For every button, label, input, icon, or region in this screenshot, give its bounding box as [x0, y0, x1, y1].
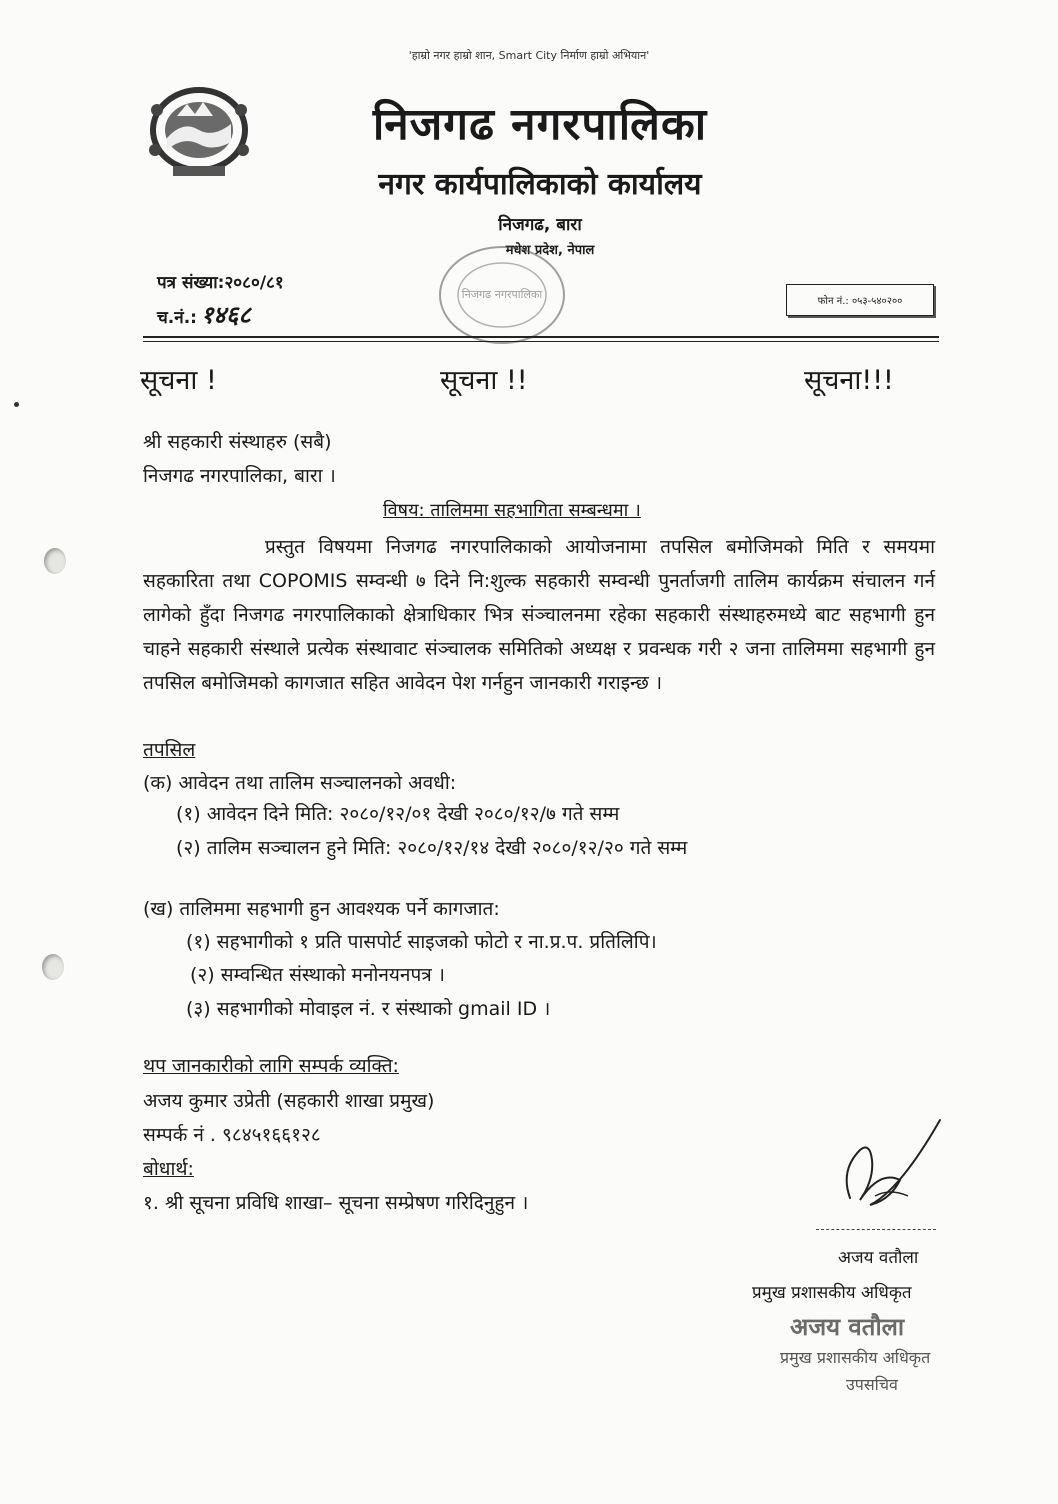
tapsil-heading: तपसिल: [143, 739, 196, 761]
recipient-line-1: श्री सहकारी संस्थाहरु (सबै): [143, 431, 332, 453]
contact-name: अजय कुमार उप्रेती (सहकारी शाखा प्रमुख): [143, 1090, 435, 1112]
section-kha-label: (ख) तालिममा सहभागी हुन आवश्यक पर्ने कागजात:: [143, 898, 500, 920]
government-emblem-icon: [143, 80, 255, 180]
notice-3: सूचना!!!: [804, 365, 894, 396]
cc-item: १. श्री सूचना प्रविधि शाखा– सूचना सम्प्रेषण गरिदिनुहुन ।: [143, 1192, 529, 1214]
header-rule-thin: [143, 341, 939, 342]
section-ka-label: (क) आवेदन तथा तालिम सञ्चालनको अवधी:: [143, 772, 457, 794]
header-rule: [143, 336, 939, 338]
reference-label: पत्र संख्या:: [157, 273, 225, 293]
signatory-name: अजय वतौला: [838, 1248, 919, 1268]
office-subtitle: नगर कार्यपालिकाको कार्यालय: [378, 167, 702, 202]
section-kha-item-3: (३) सहभागीको मोवाइल नं. र संस्थाको gmail ID ।: [186, 998, 551, 1020]
contact-heading: थप जानकारीको लागि सम्पर्क व्यक्ति:: [143, 1055, 399, 1077]
office-region: मधेश प्रदेश, नेपाल: [505, 243, 595, 258]
notice-2: सूचना !!: [440, 365, 528, 396]
dispatch-label: च.नं.:: [157, 308, 197, 328]
signatory-designation: प्रमुख प्रशासकीय अधिकृत: [752, 1283, 912, 1303]
signature-rule: [816, 1229, 936, 1230]
office-place: निजगढ, बारा: [498, 215, 582, 235]
dispatch-value: १४६८: [200, 300, 251, 329]
stamp-signatory-name: अजय वतौला: [790, 1312, 905, 1341]
office-title: निजगढ नगरपालिका: [372, 99, 708, 150]
stamp-signatory-designation: प्रमुख प्रशासकीय अधिकृत: [780, 1348, 931, 1367]
punch-hole-top: [44, 548, 66, 574]
office-stamp-icon: [432, 240, 572, 350]
tagline: 'हाम्रो नगर हाम्रो शान, Smart City निर्माण हाम्रो अभियान': [408, 49, 650, 62]
section-kha-item-1: (१) सहभागीको १ प्रति पासपोर्ट साइजको फोटो र ना.प्र.प. प्रतिलिपि।: [186, 931, 657, 953]
phone-box: फोन नं.: ०५३-५४०२००: [786, 284, 934, 316]
recipient-line-2: निजगढ नगरपालिका, बारा ।: [143, 465, 336, 487]
stamp-text: निजगढ नगरपालिका: [461, 288, 543, 301]
section-ka-item-1: (१) आवेदन दिने मिति: २०८०/१२/०१ देखी २०८०/१२/७ गते सम्म: [176, 803, 620, 825]
reference-value: २०८०/८१: [224, 273, 284, 293]
notice-1: सूचना !: [140, 365, 217, 396]
ink-dot: [14, 402, 19, 407]
section-kha-item-2: (२) सम्वन्धित संस्थाको मनोनयनपत्र ।: [190, 964, 445, 986]
body-paragraph: प्रस्तुत विषयमा निजगढ नगरपालिकाको आयोजनामा तपसिल बमोजिमको मिति र समयमा सहकारिता तथा COPOMIS सम्वन्धी ७ दिने नि:शुल्क सहकारी सम्वन्धी पुनर्ताजगी तालिम कार्यक्रम संचालन गर्न लागेको हुँदा निजगढ नगरपालिकाको क्षेत्राधिकार भित्र संञ्चालनमा रहेका सहकारी संस्थाहरुमध्ये बाट सहभागी हुन चाहने सहकारी संस्थाले प्रत्येक संस्थावाट संञ्चालक समितिको अध्यक्ष र प्रवन्धक गरी २ जना तालिममा सहभागी हुन तपसिल बमोजिमको कागजात सहित आवेदन पेश गर्नहुन जानकारी गराइन्छ ।: [143, 536, 935, 694]
dispatch-number: [157, 298, 251, 331]
subject-line: विषय: तालिममा सहभागिता सम्बन्धमा ।: [383, 500, 641, 521]
cc-heading: बोधार्थ:: [143, 1158, 194, 1180]
punch-hole-bottom: [42, 954, 64, 980]
contact-number: सम्पर्क नं . ९८४५१६६१२८: [143, 1124, 321, 1146]
reference-number: [157, 270, 284, 293]
signature-icon: [830, 1110, 950, 1220]
stamp-signatory-rank: उपसचिव: [846, 1375, 898, 1394]
section-ka-item-2: (२) तालिम सञ्चालन हुने मिति: २०८०/१२/१४ देखी २०८०/१२/२० गते सम्म: [176, 837, 688, 859]
